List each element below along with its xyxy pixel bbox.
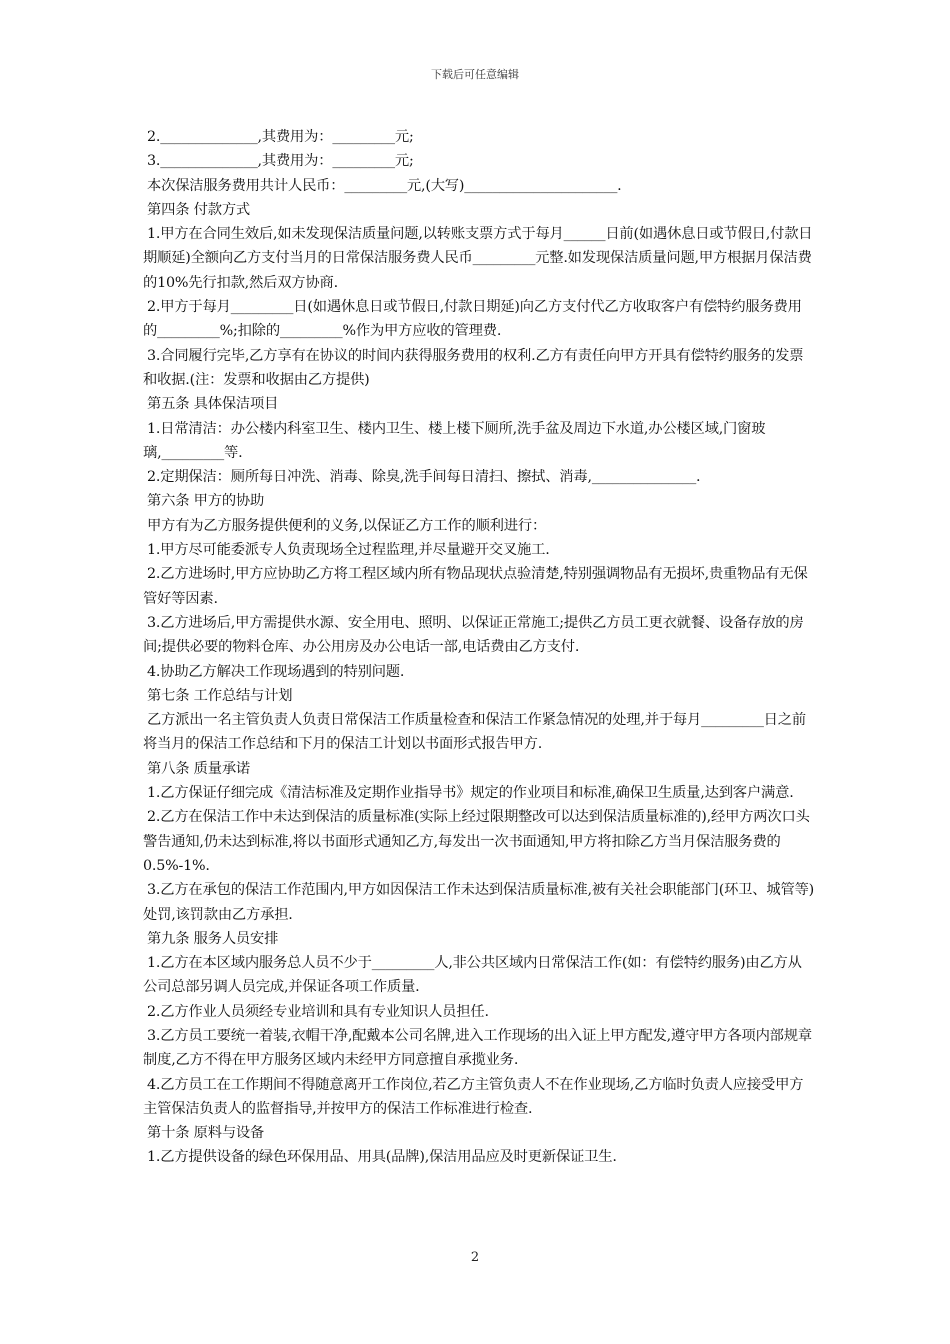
paragraph: 2.乙方作业人员须经专业培训和具有专业知识人员担任. <box>147 1003 489 1020</box>
section-heading: 第九条 服务人员安排 <box>147 930 279 947</box>
paragraph: 4.协助乙方解决工作现场遇到的特别问题. <box>147 663 405 680</box>
paragraph: 本次保洁服务费用共计人民币：_________元,(大写)______________________. <box>147 177 622 194</box>
section-heading: 第五条 具体保洁项目 <box>147 396 279 413</box>
section-heading: 第六条 甲方的协助 <box>147 493 265 510</box>
paragraph: 1.甲方在合同生效后,如未发现保洁质量问题,以转账支票方式于每月______日前(如遇休息日或节假日,付款日期顺延)全额向乙方支付当月的日常保洁服务费人民币_________元整.如发现保洁质量问题,甲方根据月保洁费的10%先行扣款,然后双方协商. <box>143 226 813 291</box>
paragraph: 3.乙方在承包的保洁工作范围内,甲方如因保洁工作未达到保洁质量标准,被有关社会职能部门(环卫、城管等)处罚,该罚款由乙方承担. <box>143 882 815 923</box>
section-heading: 第十条 原料与设备 <box>147 1125 265 1142</box>
paragraph: 1.乙方在本区域内服务总人员不少于_________人,非公共区域内日常保洁工作(如：有偿特约服务)由乙方从公司总部另调人员完成,并保证各项工作质量. <box>143 955 802 996</box>
paragraph: 1.甲方尽可能委派专人负责现场全过程监理,并尽量避开交叉施工. <box>147 542 550 559</box>
paragraph: 3.合同履行完毕,乙方享有在协议的时间内获得服务费用的权利.乙方有责任向甲方开具有偿特约服务的发票和收据.(注：发票和收据由乙方提供) <box>143 347 804 388</box>
paragraph: 2.乙方在保洁工作中未达到保洁的质量标准(实际上经过限期整改可以达到保洁质量标准的),经甲方两次口头警告通知,仍未达到标准,将以书面形式通知乙方,每发出一次书面通知,甲方将扣除乙方当月保洁服务费的0.5%-1%. <box>143 809 810 874</box>
paragraph: 4.乙方员工在工作期间不得随意离开工作岗位,若乙方主管负责人不在作业现场,乙方临时负责人应接受甲方主管保洁负责人的监督指导,并按甲方的保洁工作标准进行检查. <box>143 1076 804 1117</box>
paragraph: 2.乙方进场时,甲方应协助乙方将工程区域内所有物品现状点验清楚,特别强调物品有无损坏,贵重物品有无保管好等因素. <box>143 566 808 607</box>
section-heading: 第八条 质量承诺 <box>147 760 251 777</box>
paragraph: 2.定期保洁：厕所每日冲洗、消毒、除臭,洗手间每日清扫、擦拭、消毒,_______________. <box>147 469 701 486</box>
paragraph: 3.______________,其费用为：_________元; <box>147 153 414 170</box>
paragraph: 1.乙方提供设备的绿色环保用品、用具(品牌),保洁用品应及时更新保证卫生. <box>147 1149 617 1166</box>
section-heading: 第七条 工作总结与计划 <box>147 687 293 704</box>
document-body <box>143 125 815 1170</box>
section-heading: 第四条 付款方式 <box>147 201 251 218</box>
page-header: 下载后可任意编辑 <box>431 68 519 81</box>
paragraph: 1.乙方保证仔细完成《清洁标准及定期作业指导书》规定的作业项目和标准,确保卫生质量,达到客户满意. <box>147 785 794 802</box>
paragraph: 2.甲方于每月_________日(如遇休息日或节假日,付款日期延)向乙方支付代乙方收取客户有偿特约服务费用的_________%;扣除的_________%作为甲方应收的管理费. <box>143 299 802 340</box>
paragraph: 1.日常清洁：办公楼内科室卫生、楼内卫生、楼上楼下厕所,洗手盆及周边下水道,办公楼区域,门窗玻璃,_________等. <box>143 420 766 461</box>
paragraph: 甲方有为乙方服务提供便利的义务,以保证乙方工作的顺利进行： <box>147 517 547 534</box>
paragraph: 乙方派出一名主管负责人负责日常保洁工作质量检查和保洁工作紧急情况的处理,并于每月_________日之前将当月的保洁工作总结和下月的保洁工计划以书面形式报告甲方. <box>143 712 806 753</box>
paragraph: 3.乙方进场后,甲方需提供水源、安全用电、照明、以保证正常施工;提供乙方员工更衣就餐、设备存放的房间;提供必要的物料仓库、办公用房及办公电话一部,电话费由乙方支付. <box>143 614 804 656</box>
paragraph: 3.乙方员工要统一着装,衣帽干净,配戴本公司名牌,进入工作现场的出入证上甲方配发,遵守甲方各项内部规章制度,乙方不得在甲方服务区域内未经甲方同意擅自承揽业务. <box>143 1027 812 1069</box>
paragraph: 2.______________,其费用为：_________元; <box>147 129 414 145</box>
page-number: 2 <box>470 1250 480 1265</box>
